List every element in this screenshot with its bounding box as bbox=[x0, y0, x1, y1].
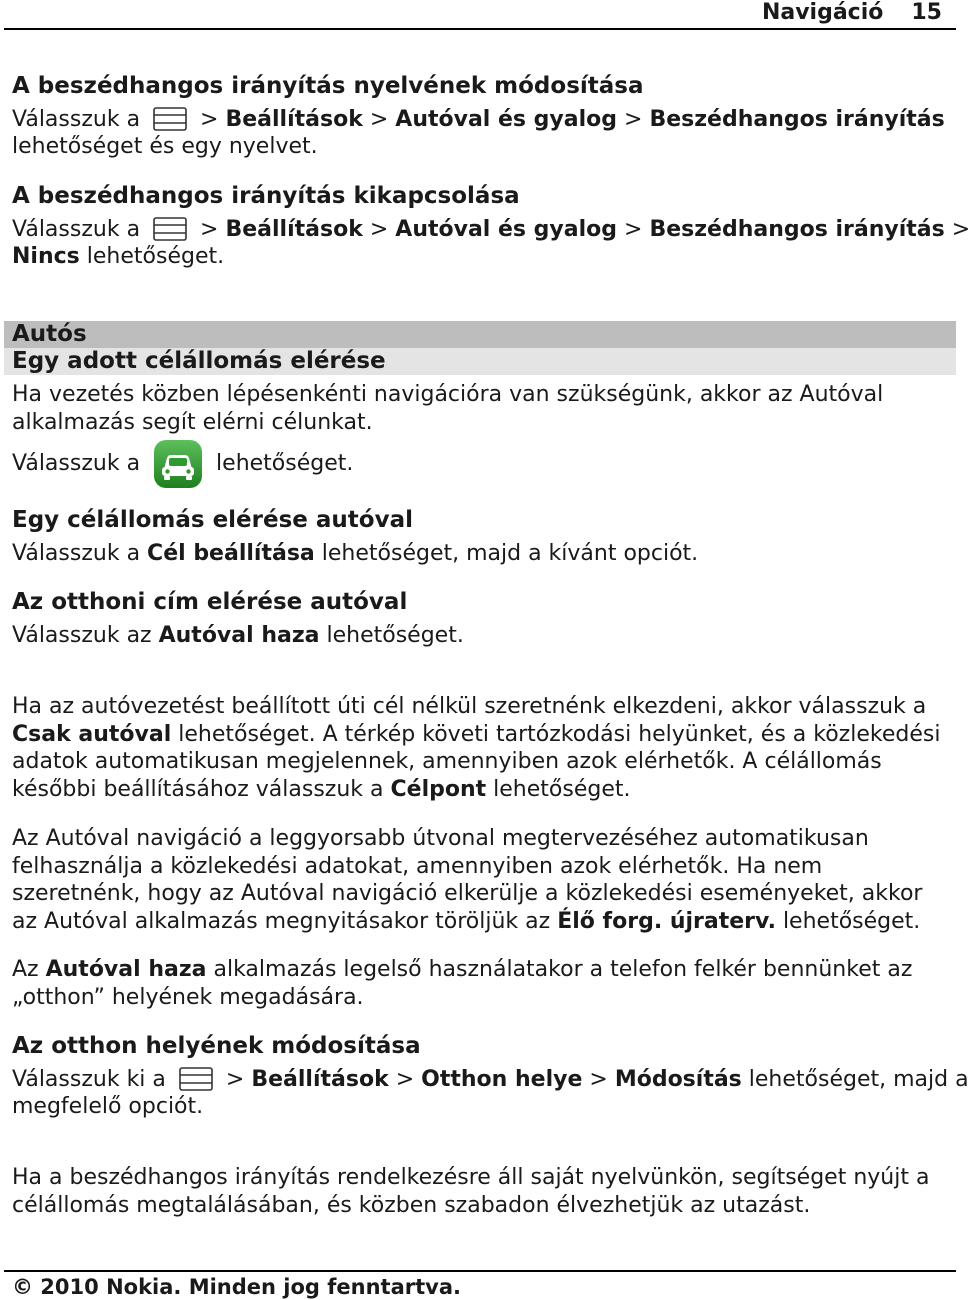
change-home-line2: megfelelő opciót. bbox=[12, 1094, 204, 1119]
menu-voice-guidance: Beszédhangos irányítás bbox=[649, 217, 945, 242]
voice-off-line2: Nincs lehetőséget. bbox=[12, 244, 225, 269]
drive-only-option: Csak autóval bbox=[12, 721, 172, 747]
subtitle-title: Egy adott célállomás elérése bbox=[12, 348, 386, 374]
menu-settings: Beállítások bbox=[225, 217, 363, 242]
free-drive-paragraph: Ha az autóvezetést beállított úti cél nélkül szeretnénk elkezdeni, akkor válasszuk a Csak autóval lehetőséget. A térkép követi tartózkodási helyünket, és a közlekedési adatok automatikusan megjelennek, amennyiben azok elérhetők. A célállomás későbbi beállításához válasszuk a Célpont lehetőséget. bbox=[12, 694, 941, 802]
category-title: Autós bbox=[12, 321, 87, 347]
menu-settings: Beállítások bbox=[225, 107, 363, 132]
menu-car-walk: Autóval és gyalog bbox=[395, 107, 618, 132]
menu-none: Nincs bbox=[12, 244, 80, 269]
drive-home-title: Az otthoni cím elérése autóval bbox=[12, 589, 408, 615]
change-home-instruction: Válasszuk ki a > Beállítások > Otthon helye > Módosítás lehetőséget, majd a bbox=[12, 1067, 969, 1092]
traffic-paragraph: Az Autóval navigáció a leggyorsabb útvonal megtervezéséhez automatikusan felhasználja a közlekedési adatokat, amennyiben azok elérhetők. Ha nem szeretnénk, hogy az Autóval navigáció elkerülje a közlekedési eseményeket, akkor az Autóval alkalmazás megnyitásakor töröljük az Élő forg. újraterv. lehetőséget. bbox=[12, 826, 923, 934]
drive-home-option: Autóval haza bbox=[158, 623, 320, 648]
page-number: 15 bbox=[911, 0, 942, 25]
drive-home-option: Autóval haza bbox=[45, 957, 207, 982]
voice-off-title: A beszédhangos irányítás kikapcsolása bbox=[12, 183, 520, 209]
voice-language-line2: lehetőséget és egy nyelvet. bbox=[12, 134, 318, 159]
menu-icon bbox=[153, 217, 187, 241]
drive-destination-title: Egy célállomás elérése autóval bbox=[12, 507, 413, 533]
page-header bbox=[4, 0, 956, 30]
menu-home-location: Otthon helye bbox=[421, 1067, 583, 1092]
destination-option: Célpont bbox=[390, 776, 487, 802]
car-app-icon bbox=[153, 439, 203, 489]
drive-destination-text: Válasszuk a Cél beállítása lehetőséget, majd a kívánt opciót. bbox=[12, 541, 699, 566]
copyright: © 2010 Nokia. Minden jog fenntartva. bbox=[12, 1275, 461, 1299]
header-section: Navigáció bbox=[761, 0, 884, 25]
menu-icon bbox=[179, 1067, 213, 1091]
menu-modify: Módosítás bbox=[614, 1067, 742, 1092]
drive-intro: Ha vezetés közben lépésenkénti navigációra van szükségünk, akkor az Autóval alkalmazás segít elérni célunkat. bbox=[12, 382, 884, 435]
voice-off-instruction: Válasszuk a > Beállítások > Autóval és gyalog > Beszédhangos irányítás > bbox=[12, 217, 970, 242]
drive-home-text: Válasszuk az Autóval haza lehetőséget. bbox=[12, 623, 464, 648]
home-first-use-paragraph: Az Autóval haza alkalmazás legelső használatakor a telefon felkér bennünket az „otthon” helyének megadására. bbox=[12, 957, 913, 1010]
header-text bbox=[762, 0, 942, 26]
menu-car-walk: Autóval és gyalog bbox=[395, 217, 618, 242]
set-destination-option: Cél beállítása bbox=[147, 541, 315, 566]
category-band bbox=[4, 321, 956, 348]
voice-language-instruction: Válasszuk a > Beállítások > Autóval és gyalog > Beszédhangos irányítás bbox=[12, 107, 945, 132]
page-footer bbox=[4, 1270, 956, 1299]
subtitle-band bbox=[4, 348, 956, 375]
menu-settings: Beállítások bbox=[251, 1067, 389, 1092]
live-traffic-option: Élő forg. újraterv. bbox=[557, 908, 776, 934]
voice-paragraph: Ha a beszédhangos irányítás rendelkezésre áll saját nyelvünkön, segítséget nyújt a célállomás megtalálásában, és közben szabadon élvezhetjük az utazást. bbox=[12, 1165, 930, 1218]
drive-select-line: Válasszuk a lehetőséget. bbox=[12, 437, 952, 491]
menu-voice-guidance: Beszédhangos irányítás bbox=[649, 107, 945, 132]
voice-language-title: A beszédhangos irányítás nyelvének módosítása bbox=[12, 73, 644, 99]
menu-icon bbox=[153, 107, 187, 131]
change-home-title: Az otthon helyének módosítása bbox=[12, 1033, 421, 1059]
